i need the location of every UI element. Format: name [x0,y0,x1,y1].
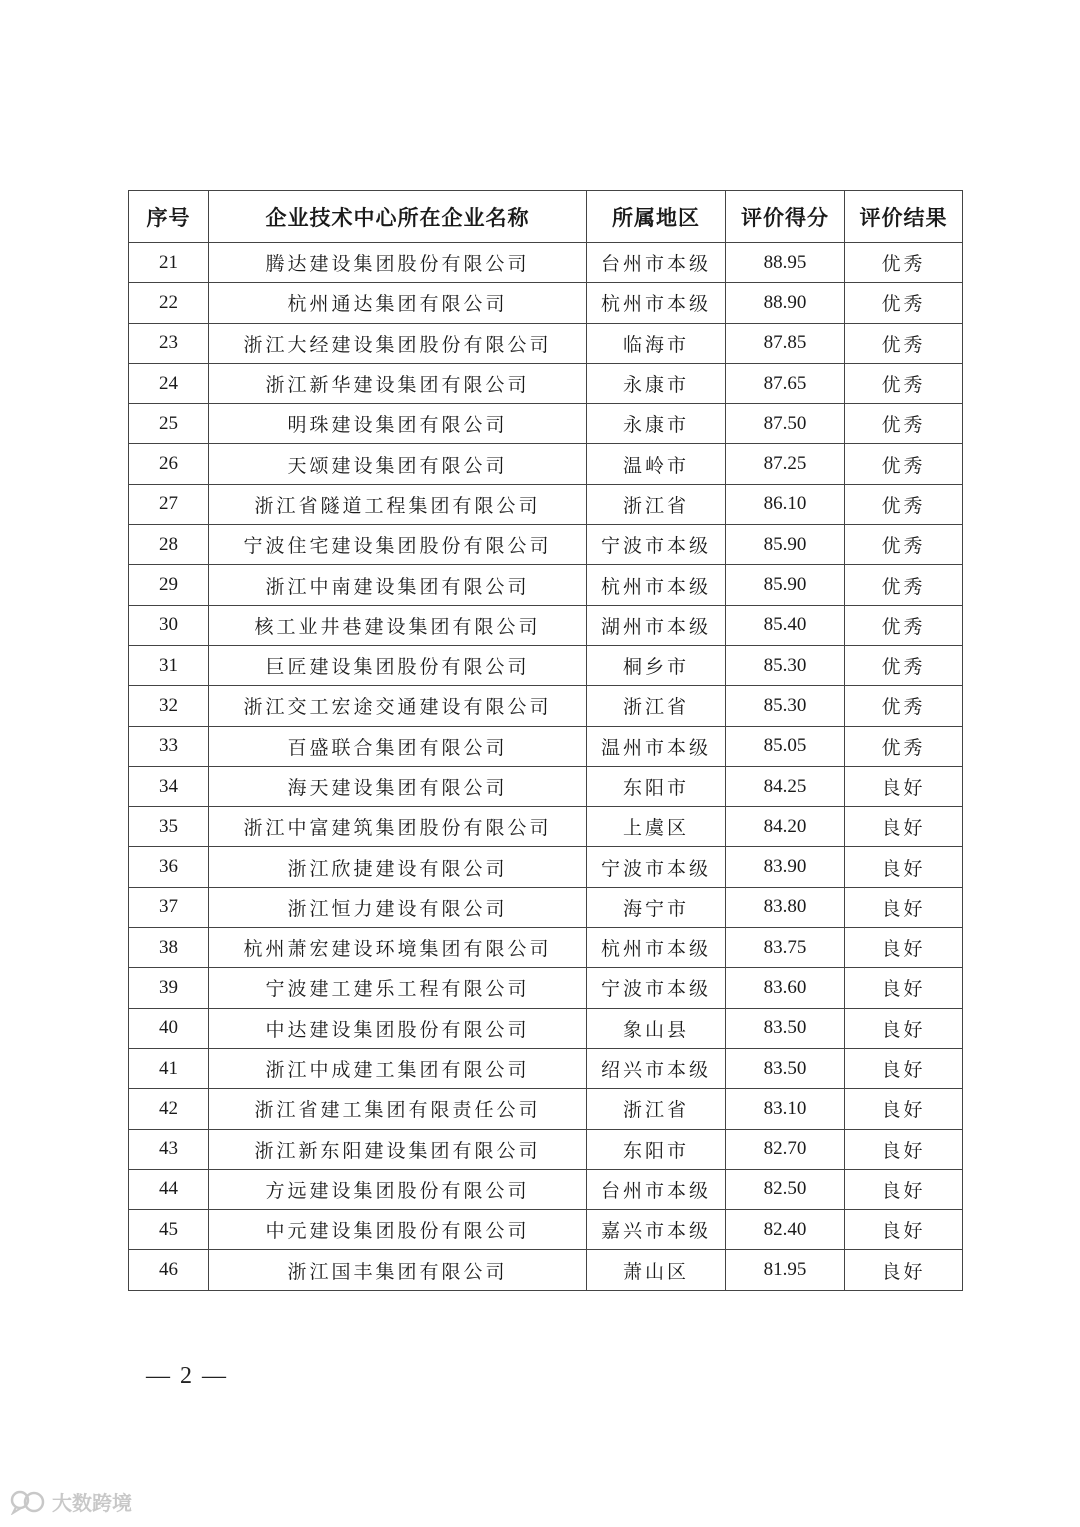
cell-no: 28 [129,525,209,565]
header-no: 序号 [129,191,209,243]
table-row [129,847,963,887]
cell-no: 32 [129,686,209,726]
cell-company-name: 核工业井巷建设集团有限公司 [209,605,587,645]
cell-company-name: 浙江省隧道工程集团有限公司 [209,484,587,524]
table-row [129,444,963,484]
cell-score: 82.40 [726,1210,845,1250]
cell-company-name: 浙江国丰集团有限公司 [209,1250,587,1290]
cell-region: 东阳市 [587,1129,726,1169]
table-row [129,766,963,806]
cell-region: 上虞区 [587,807,726,847]
cell-score: 83.10 [726,1089,845,1129]
cell-score: 83.90 [726,847,845,887]
cell-company-name: 浙江省建工集团有限责任公司 [209,1089,587,1129]
watermark [10,1487,132,1516]
cell-score: 85.05 [726,726,845,766]
cell-result: 优秀 [845,565,963,605]
cell-result: 优秀 [845,605,963,645]
cell-result: 优秀 [845,444,963,484]
cell-result: 优秀 [845,323,963,363]
cell-result: 良好 [845,968,963,1008]
cell-result: 优秀 [845,363,963,403]
table-header-row [129,191,963,243]
cell-region: 杭州市本级 [587,928,726,968]
table-row [129,565,963,605]
cell-score: 85.30 [726,686,845,726]
cell-region: 杭州市本级 [587,283,726,323]
cell-no: 27 [129,484,209,524]
cell-company-name: 明珠建设集团有限公司 [209,404,587,444]
cell-company-name: 浙江交工宏途交通建设有限公司 [209,686,587,726]
cell-score: 83.60 [726,968,845,1008]
cell-score: 87.50 [726,404,845,444]
cell-region: 浙江省 [587,484,726,524]
cell-company-name: 百盛联合集团有限公司 [209,726,587,766]
cell-company-name: 浙江中富建筑集团股份有限公司 [209,807,587,847]
table-row [129,1169,963,1209]
header-result: 评价结果 [845,191,963,243]
cell-no: 24 [129,363,209,403]
cell-company-name: 腾达建设集团股份有限公司 [209,243,587,283]
cell-company-name: 宁波住宅建设集团股份有限公司 [209,525,587,565]
cell-score: 83.50 [726,1048,845,1088]
cell-score: 82.70 [726,1129,845,1169]
cell-result: 良好 [845,766,963,806]
chat-bubbles-logo-icon [10,1489,46,1515]
cell-result: 优秀 [845,283,963,323]
cell-region: 台州市本级 [587,243,726,283]
cell-region: 永康市 [587,404,726,444]
page-number: — 2 — [146,1363,228,1389]
cell-no: 26 [129,444,209,484]
cell-score: 88.90 [726,283,845,323]
cell-company-name: 海天建设集团有限公司 [209,766,587,806]
cell-no: 37 [129,887,209,927]
cell-region: 桐乡市 [587,645,726,685]
cell-result: 良好 [845,1210,963,1250]
cell-company-name: 方远建设集团股份有限公司 [209,1169,587,1209]
table-row [129,243,963,283]
cell-score: 85.30 [726,645,845,685]
cell-score: 83.50 [726,1008,845,1048]
cell-region: 东阳市 [587,766,726,806]
table-row [129,1210,963,1250]
table-row [129,484,963,524]
cell-no: 35 [129,807,209,847]
cell-company-name: 浙江大经建设集团股份有限公司 [209,323,587,363]
cell-region: 永康市 [587,363,726,403]
cell-region: 临海市 [587,323,726,363]
header-company-name: 企业技术中心所在企业名称 [209,191,587,243]
cell-result: 良好 [845,928,963,968]
table-row [129,283,963,323]
cell-result: 良好 [845,1169,963,1209]
cell-region: 萧山区 [587,1250,726,1290]
cell-no: 39 [129,968,209,1008]
cell-score: 87.25 [726,444,845,484]
cell-score: 82.50 [726,1169,845,1209]
cell-no: 43 [129,1129,209,1169]
table-body [129,243,963,1291]
table-row [129,605,963,645]
cell-result: 优秀 [845,686,963,726]
cell-score: 88.95 [726,243,845,283]
cell-score: 85.90 [726,565,845,605]
table-row [129,525,963,565]
header-score: 评价得分 [726,191,845,243]
cell-score: 81.95 [726,1250,845,1290]
cell-result: 良好 [845,1008,963,1048]
cell-region: 绍兴市本级 [587,1048,726,1088]
header-region: 所属地区 [587,191,726,243]
cell-company-name: 浙江新华建设集团有限公司 [209,363,587,403]
cell-score: 85.90 [726,525,845,565]
table-row [129,1129,963,1169]
cell-no: 45 [129,1210,209,1250]
cell-region: 温州市本级 [587,726,726,766]
cell-no: 34 [129,766,209,806]
table-row [129,928,963,968]
table-row [129,1089,963,1129]
cell-no: 33 [129,726,209,766]
cell-score: 84.25 [726,766,845,806]
cell-region: 宁波市本级 [587,968,726,1008]
cell-no: 42 [129,1089,209,1129]
table-row [129,323,963,363]
table-row [129,686,963,726]
evaluation-table [128,190,963,1291]
table-row [129,1250,963,1290]
cell-region: 宁波市本级 [587,525,726,565]
cell-no: 38 [129,928,209,968]
cell-company-name: 中达建设集团股份有限公司 [209,1008,587,1048]
cell-region: 嘉兴市本级 [587,1210,726,1250]
cell-result: 优秀 [845,645,963,685]
table-row [129,887,963,927]
cell-no: 41 [129,1048,209,1088]
cell-company-name: 中元建设集团股份有限公司 [209,1210,587,1250]
cell-company-name: 浙江中成建工集团有限公司 [209,1048,587,1088]
cell-result: 良好 [845,1089,963,1129]
cell-company-name: 浙江新东阳建设集团有限公司 [209,1129,587,1169]
cell-no: 40 [129,1008,209,1048]
cell-region: 象山县 [587,1008,726,1048]
cell-company-name: 杭州萧宏建设环境集团有限公司 [209,928,587,968]
cell-result: 优秀 [845,243,963,283]
table-row [129,645,963,685]
cell-company-name: 巨匠建设集团股份有限公司 [209,645,587,685]
cell-result: 良好 [845,807,963,847]
cell-no: 25 [129,404,209,444]
cell-score: 83.80 [726,887,845,927]
cell-score: 83.75 [726,928,845,968]
cell-no: 44 [129,1169,209,1209]
cell-company-name: 天颂建设集团有限公司 [209,444,587,484]
cell-region: 台州市本级 [587,1169,726,1209]
cell-score: 84.20 [726,807,845,847]
cell-result: 良好 [845,887,963,927]
cell-company-name: 浙江中南建设集团有限公司 [209,565,587,605]
cell-region: 海宁市 [587,887,726,927]
cell-result: 优秀 [845,484,963,524]
cell-result: 优秀 [845,525,963,565]
cell-region: 浙江省 [587,1089,726,1129]
table-row [129,807,963,847]
cell-result: 良好 [845,1250,963,1290]
cell-no: 46 [129,1250,209,1290]
cell-region: 温岭市 [587,444,726,484]
table-row [129,968,963,1008]
cell-result: 优秀 [845,726,963,766]
cell-no: 31 [129,645,209,685]
cell-no: 22 [129,283,209,323]
cell-region: 浙江省 [587,686,726,726]
cell-score: 87.85 [726,323,845,363]
cell-no: 30 [129,605,209,645]
cell-region: 宁波市本级 [587,847,726,887]
cell-region: 湖州市本级 [587,605,726,645]
cell-result: 优秀 [845,404,963,444]
table-row [129,726,963,766]
cell-company-name: 杭州通达集团有限公司 [209,283,587,323]
watermark-text: 大数跨境 [52,1491,132,1515]
cell-no: 29 [129,565,209,605]
cell-score: 85.40 [726,605,845,645]
cell-result: 良好 [845,847,963,887]
cell-score: 86.10 [726,484,845,524]
cell-no: 21 [129,243,209,283]
cell-company-name: 浙江欣捷建设有限公司 [209,847,587,887]
cell-result: 良好 [845,1129,963,1169]
table-row [129,1008,963,1048]
cell-no: 36 [129,847,209,887]
table-row [129,404,963,444]
cell-company-name: 宁波建工建乐工程有限公司 [209,968,587,1008]
table-row [129,1048,963,1088]
table-row [129,363,963,403]
cell-company-name: 浙江恒力建设有限公司 [209,887,587,927]
cell-no: 23 [129,323,209,363]
cell-region: 杭州市本级 [587,565,726,605]
cell-score: 87.65 [726,363,845,403]
cell-result: 良好 [845,1048,963,1088]
